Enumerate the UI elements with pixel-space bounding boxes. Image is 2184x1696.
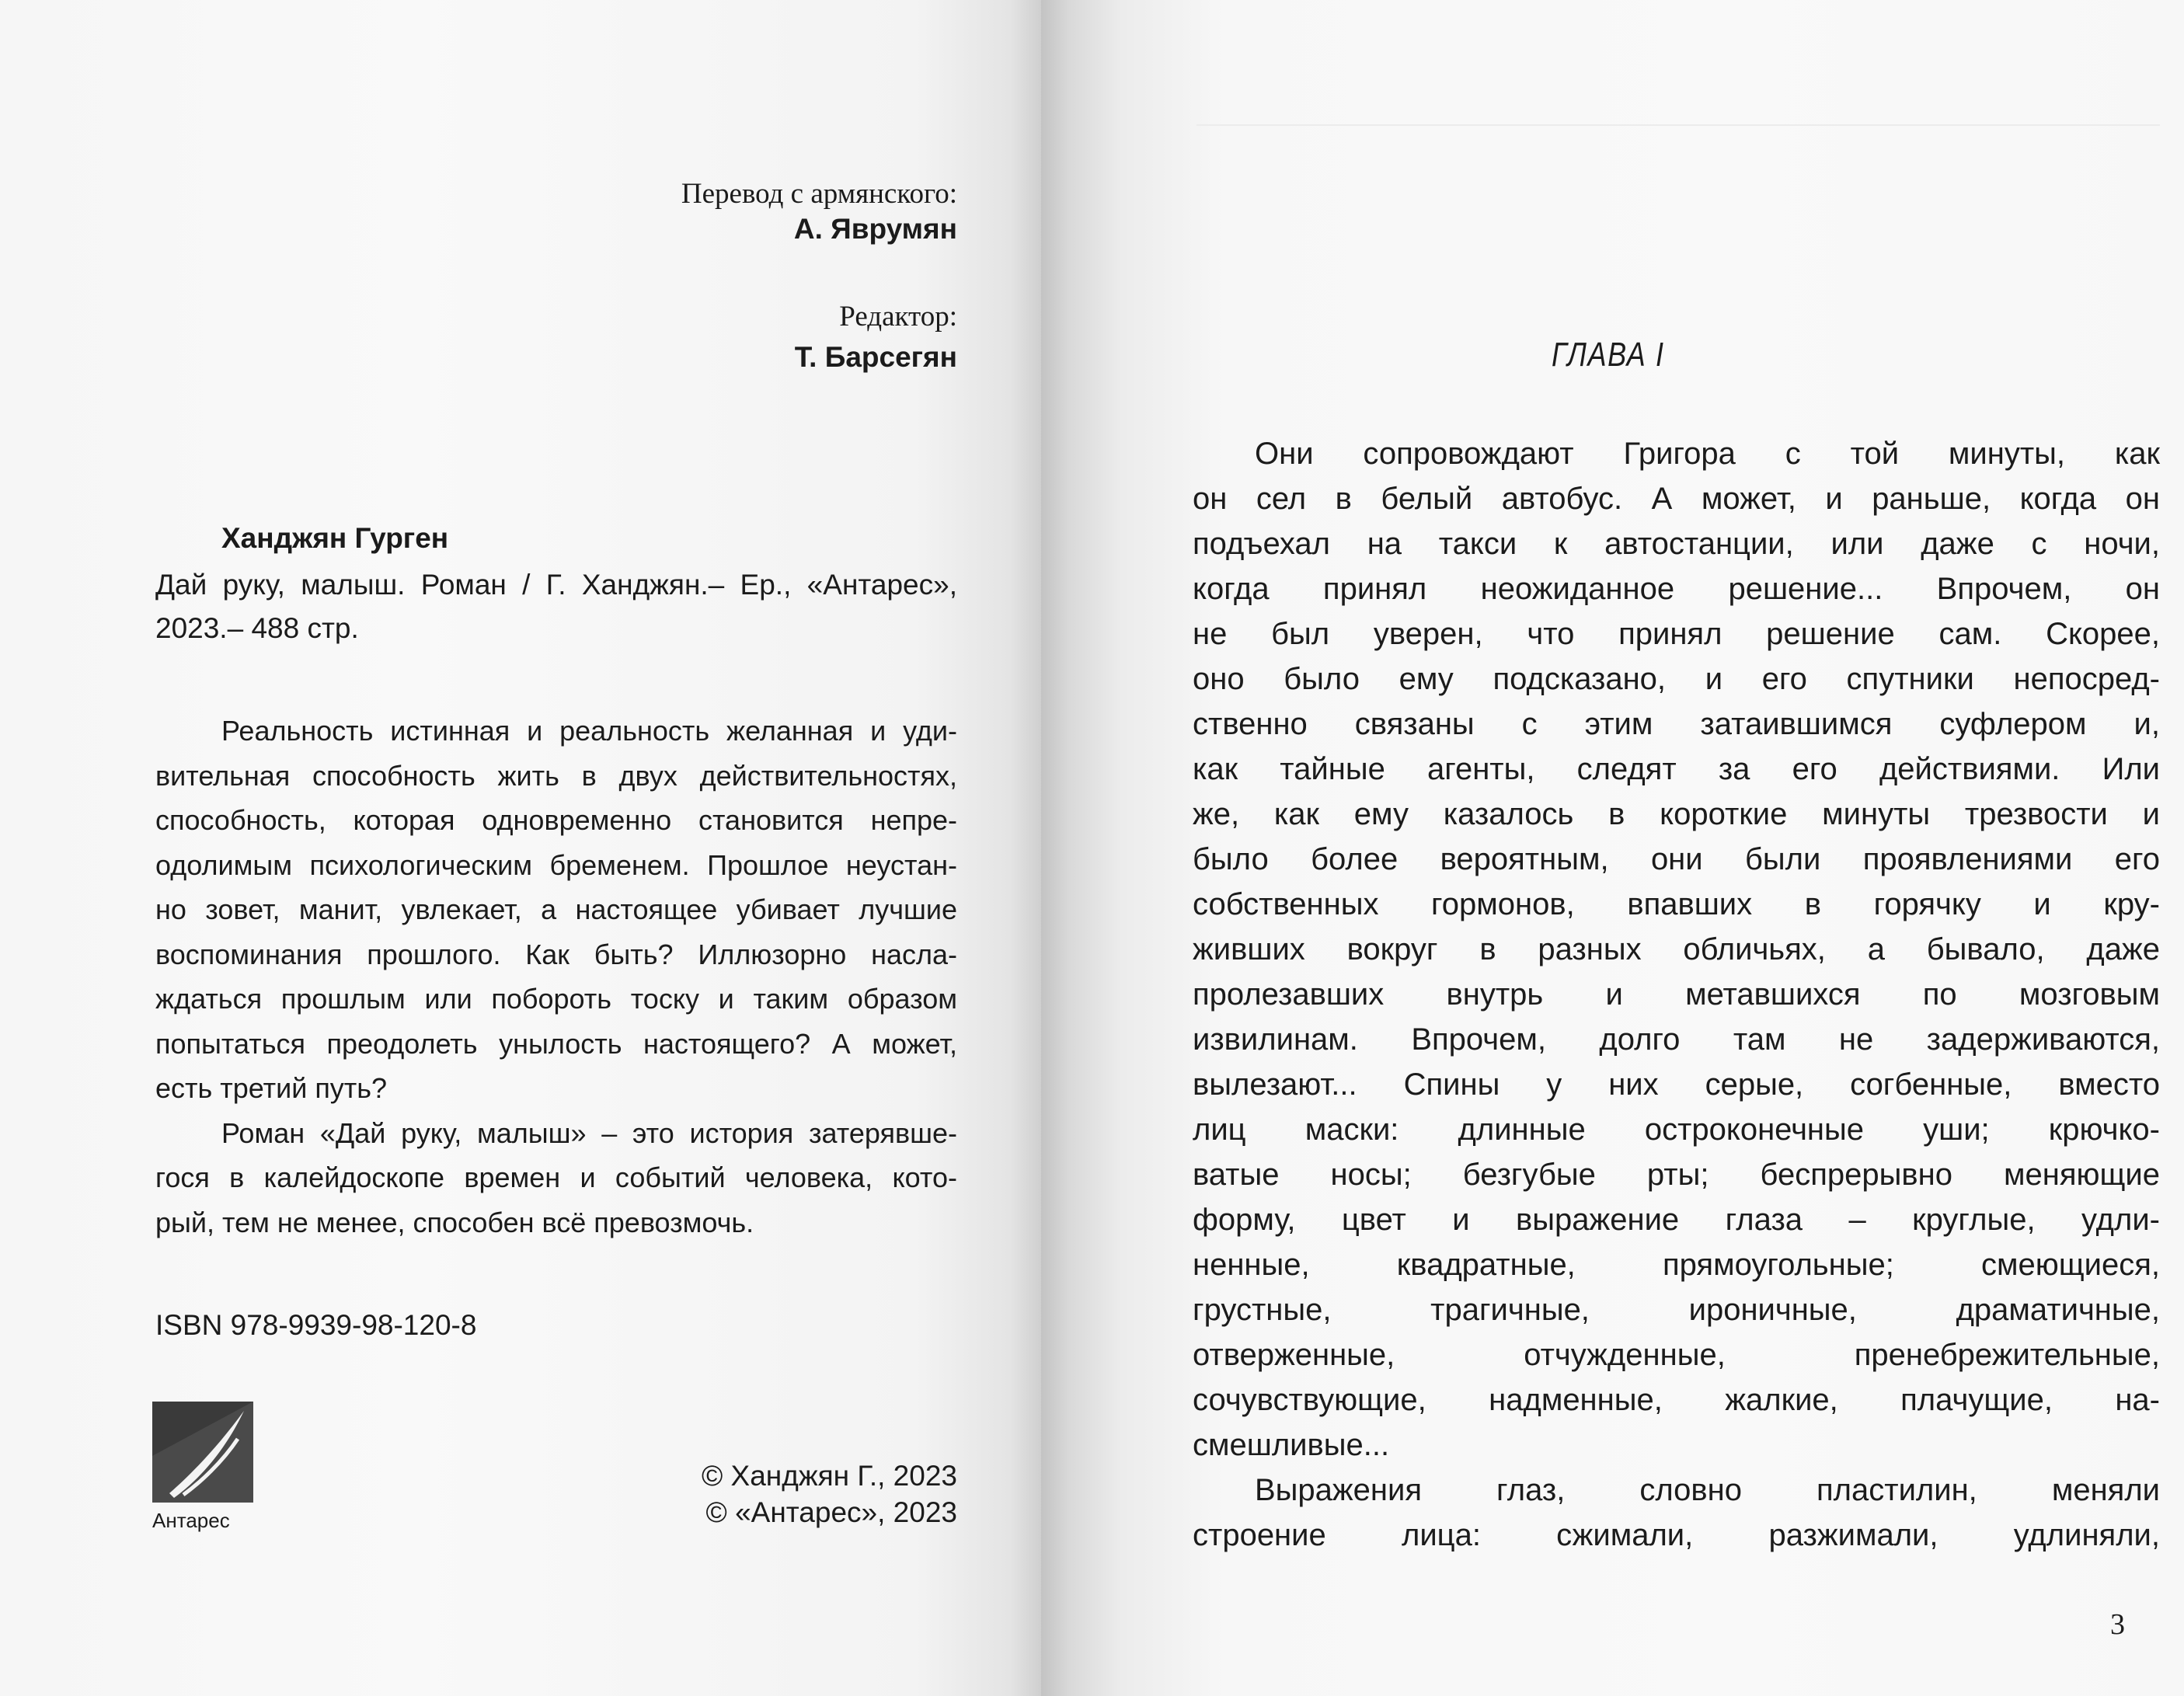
translation-label: Перевод с армянского: [681, 178, 957, 210]
body-line: смешливые... [1193, 1428, 1390, 1462]
publisher-logo-caption: Антарес [152, 1509, 230, 1532]
bib-line: 2023.– 488 стр. [155, 612, 359, 644]
body-line: ватые носы; безгубые рты; беспрерывно меняющие [1193, 1158, 2160, 1192]
body-line: лиц маски: длинные остроконечные уши; крючко- [1193, 1113, 2160, 1147]
body-line: как тайные агенты, следят за его действиями. Или [1193, 752, 2160, 786]
body-line: Выражения глаз, словно пластилин, меняли [1255, 1473, 2160, 1507]
copyright-author: © Ханджян Г., 2023 [702, 1460, 957, 1492]
editor-name: Т. Барсегян [794, 341, 957, 373]
body-line: строение лица: сжимали, разжимали, удлиняли, [1193, 1518, 2160, 1552]
annotation [155, 709, 957, 1245]
annotation-line: но зовет, манит, увлекает, а настоящее убивает лучшие [155, 893, 957, 925]
body-line: собственных гормонов, впавших в горячку и кру- [1193, 887, 2160, 921]
right-page [1041, 0, 2184, 1696]
body-line: грустные, трагичные, ироничные, драматичные, [1193, 1293, 2160, 1327]
annotation-line: попытаться преодолеть унылость настоящего? А может, [155, 1027, 957, 1060]
body-line: было более вероятным, они были проявлениями его [1193, 842, 2160, 876]
annotation-line: Роман «Дай руку, малыш» – это история затерявше- [221, 1116, 957, 1149]
body-line: живших вокруг в разных обличьях, а бывало, даже [1193, 932, 2160, 966]
left-page [0, 0, 1041, 1696]
annotation-line: Реальность истинная и реальность желанная и уди- [221, 715, 957, 747]
body-line: же, как ему казалось в короткие минуты трезвости и [1193, 797, 2160, 831]
annotation-line: рый, тем не менее, способен всё превозмочь. [155, 1206, 754, 1238]
chapter-title: ГЛАВА I [1552, 336, 1665, 374]
body-line: не был уверен, что принял решение сам. Скорее, [1193, 617, 2160, 651]
page-number: 3 [2110, 1608, 2125, 1641]
body-line: когда принял неожиданное решение... Впрочем, он [1193, 572, 2160, 606]
body-line: оно было ему подсказано, и его спутники непосред- [1193, 662, 2160, 696]
annotation-line: есть третий путь? [155, 1072, 388, 1104]
body-line: пролезавших внутрь и метавшихся по мозговым [1193, 977, 2160, 1012]
body-line: ненные, квадратные, прямоугольные; смеющиеся, [1193, 1248, 2160, 1282]
annotation-line: ждаться прошлым или побороть тоску и таким образом [155, 983, 957, 1015]
body-line: отверженные, отчужденные, пренебрежительные, [1193, 1338, 2160, 1372]
annotation-line: гося в калейдоскопе времен и событий человека, кото- [155, 1161, 957, 1193]
annotation-line: способность, которая одновременно становится непре- [155, 804, 957, 836]
copyright-publisher: © «Антарес», 2023 [705, 1496, 957, 1528]
annotation-line: одолимым психологическим бременем. Прошлое неустан- [155, 848, 957, 881]
bib-author: Ханджян Гурген [221, 522, 449, 554]
annotation-line: воспоминания прошлого. Как быть? Иллюзорно насла- [155, 938, 957, 970]
bib-record [155, 563, 957, 650]
body-line: ственно связаны с этим затаившимся суфлером и, [1193, 707, 2160, 741]
body-line: Они сопровождают Григора с той минуты, как [1255, 437, 2160, 471]
bib-line: Дай руку, малыш. Роман / Г. Ханджян.– Ер., «Антарес», [155, 569, 957, 601]
chapter-body [1193, 431, 2160, 1558]
publisher-logo-icon [152, 1402, 253, 1503]
body-line: форму, цвет и выражение глаза – круглые, удли- [1193, 1203, 2160, 1237]
show-through-rule [1196, 124, 2160, 126]
translator-name: А. Яврумян [793, 213, 957, 245]
editor-label: Редактор: [839, 301, 957, 333]
body-line: вылезают... Спины у них серые, согбенные, вместо [1193, 1067, 2160, 1102]
body-line: извилинам. Впрочем, долго там не задерживаются, [1193, 1022, 2160, 1057]
body-line: сочувствующие, надменные, жалкие, плачущие, на- [1193, 1383, 2160, 1417]
body-line: подъехал на такси к автостанции, или даже с ночи, [1193, 527, 2160, 561]
body-line: он сел в белый автобус. А может, и раньше, когда он [1193, 482, 2160, 516]
isbn: ISBN 978-9939-98-120-8 [155, 1309, 477, 1341]
annotation-line: вительная способность жить в двух действительностях, [155, 759, 957, 792]
